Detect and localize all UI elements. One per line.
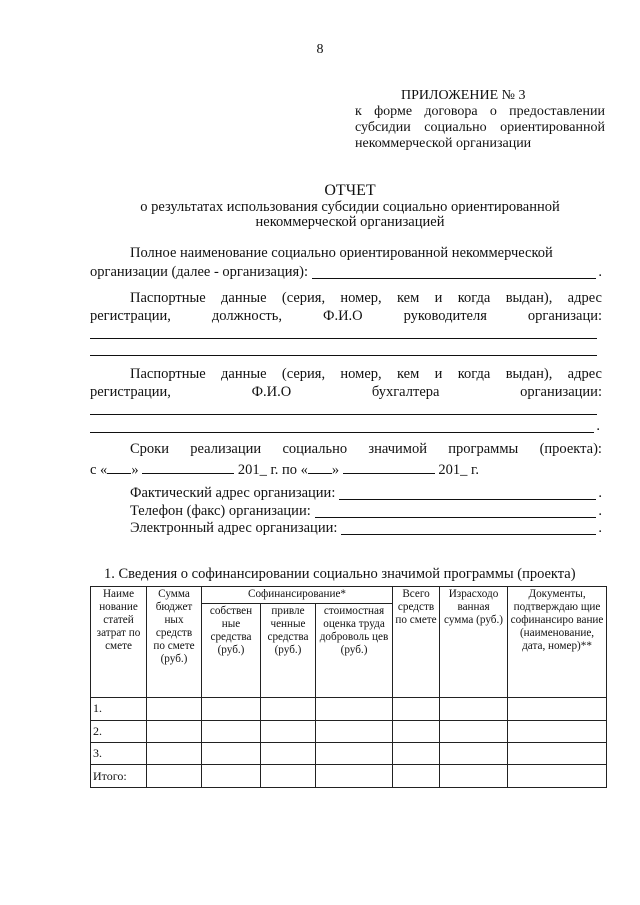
table-cell[interactable] xyxy=(393,720,440,742)
table-cell[interactable] xyxy=(508,720,607,742)
table-cell[interactable] xyxy=(440,698,508,720)
table-cell[interactable] xyxy=(261,720,316,742)
table-row xyxy=(91,698,607,720)
actual-address-field[interactable] xyxy=(339,486,596,500)
row-label-total: Итого: xyxy=(91,765,147,788)
label-word: Ф.И.О xyxy=(251,384,292,400)
table-cell[interactable] xyxy=(261,765,316,788)
label-word: когда xyxy=(457,366,491,382)
appendix-line: к форме договора о предоставлении xyxy=(355,104,605,119)
appendix-line: некоммерческой организации xyxy=(355,136,532,151)
period-month-to-field[interactable] xyxy=(343,460,435,474)
label-word: (серия, xyxy=(281,290,326,306)
email-label: Электронный адрес организации: xyxy=(130,520,338,536)
accountant-data-end: . xyxy=(596,418,600,434)
label-word: реализации xyxy=(190,441,262,457)
header-spent-sum: Израсходо ванная сумма (руб.) xyxy=(440,587,508,698)
label-word: значимой xyxy=(368,441,427,457)
table-row xyxy=(91,720,607,742)
table-cell[interactable] xyxy=(147,743,202,765)
table-cell[interactable] xyxy=(261,698,316,720)
table-cell[interactable] xyxy=(316,720,393,742)
label-word: выдан), xyxy=(505,366,553,382)
period-day-to-field[interactable] xyxy=(308,460,332,474)
appendix-title: ПРИЛОЖЕНИЕ № 3 xyxy=(401,88,526,103)
table-cell[interactable] xyxy=(316,743,393,765)
table-cell[interactable] xyxy=(316,698,393,720)
label-word: кем xyxy=(397,366,420,382)
phone-field[interactable] xyxy=(315,504,597,518)
full-name-label: Полное наименование социально ориентированной некоммерческой xyxy=(130,245,553,261)
table-cell[interactable] xyxy=(147,720,202,742)
actual-address-label: Фактический адрес организации: xyxy=(130,485,336,501)
label-word: Ф.И.О xyxy=(322,308,363,324)
label-word: адрес xyxy=(567,366,602,382)
table-cell[interactable] xyxy=(202,698,261,720)
accountant-data-field[interactable] xyxy=(90,414,597,415)
label-word: бухгалтера xyxy=(371,384,440,400)
header-own-funds: собствен ные средства (руб.) xyxy=(202,604,261,698)
report-subtitle-line: некоммерческой организацией xyxy=(255,214,445,230)
label-word: Сроки xyxy=(130,441,169,457)
head-passport-label-2 xyxy=(90,308,602,325)
period-label xyxy=(130,441,602,458)
table-cell[interactable] xyxy=(508,743,607,765)
head-data-field[interactable] xyxy=(90,355,597,356)
label-word: организаци: xyxy=(527,308,602,324)
period-from: с « xyxy=(90,462,108,478)
table-cell[interactable] xyxy=(440,720,508,742)
actual-address-row xyxy=(130,485,602,502)
table-cell[interactable] xyxy=(147,698,202,720)
cofinancing-table xyxy=(90,586,607,788)
accountant-data-row xyxy=(90,418,600,435)
table-row xyxy=(91,743,607,765)
label-word: Паспортные xyxy=(130,290,206,306)
table-cell[interactable] xyxy=(202,743,261,765)
label-word: Паспортные xyxy=(130,366,206,382)
accountant-passport-label-2 xyxy=(90,384,602,401)
header-cost-items: Наиме нование статей затрат по смете xyxy=(91,587,147,698)
header-documents: Документы, подтверждаю щие софинансиро вание (наименование, дата, номер)** xyxy=(508,587,607,698)
period-year-from: 201_ г. по « xyxy=(237,462,308,478)
label-word: кем xyxy=(397,290,420,306)
report-title: ОТЧЕТ xyxy=(324,182,376,199)
appendix-line: субсидии социально ориентированной xyxy=(355,120,605,135)
accountant-data-field[interactable] xyxy=(90,419,594,433)
label-word: и xyxy=(434,290,443,306)
full-name-field[interactable] xyxy=(312,265,596,279)
period-row xyxy=(90,460,602,479)
label-word: должность, xyxy=(211,308,282,324)
label-word: данные xyxy=(221,290,267,306)
table-cell[interactable] xyxy=(316,765,393,788)
period-day-from-field[interactable] xyxy=(107,460,131,474)
label-word: выдан), xyxy=(505,290,553,306)
table-cell[interactable] xyxy=(440,765,508,788)
table-cell[interactable] xyxy=(393,743,440,765)
label-word: регистрации, xyxy=(90,308,171,324)
label-word: регистрации, xyxy=(90,384,171,400)
header-volunteer-labor: стоимостная оценка труда доброволь цев (руб.) xyxy=(316,604,393,698)
row-label: 3. xyxy=(91,743,147,765)
label-word: социально xyxy=(282,441,348,457)
accountant-passport-label xyxy=(130,366,602,383)
page-number: 8 xyxy=(316,42,324,57)
period-month-from-field[interactable] xyxy=(142,460,234,474)
row-label: 1. xyxy=(91,698,147,720)
table-cell[interactable] xyxy=(508,698,607,720)
header-budget-sum: Сумма бюджет ных средств по смете (руб.) xyxy=(147,587,202,698)
period-quote: » xyxy=(331,462,340,478)
report-subtitle-line: о результатах использования субсидии социально ориентированной xyxy=(140,199,560,215)
row-label: 2. xyxy=(91,720,147,742)
table-row-total xyxy=(91,765,607,788)
table-cell[interactable] xyxy=(393,765,440,788)
phone-row xyxy=(130,503,602,520)
table-cell[interactable] xyxy=(202,765,261,788)
email-end: . xyxy=(598,520,602,536)
label-word: и xyxy=(434,366,443,382)
actual-address-end: . xyxy=(598,485,602,501)
table-cell[interactable] xyxy=(202,720,261,742)
table-cell[interactable] xyxy=(261,743,316,765)
label-word: организации: xyxy=(520,384,602,400)
label-word: данные xyxy=(221,366,267,382)
label-word: номер, xyxy=(340,366,382,382)
label-word: (проекта): xyxy=(539,441,602,457)
header-cofinancing: Софинансирование* xyxy=(202,587,393,604)
head-data-field[interactable] xyxy=(90,338,597,339)
email-field[interactable] xyxy=(341,521,596,535)
table-cell[interactable] xyxy=(393,698,440,720)
appendix-block xyxy=(355,88,605,152)
label-word: руководителя xyxy=(403,308,487,324)
table-cell[interactable] xyxy=(440,743,508,765)
table-header-row xyxy=(91,587,607,604)
head-passport-label xyxy=(130,290,602,307)
full-name-label-2: организации (далее - организация): xyxy=(90,264,309,280)
header-attracted-funds: привле ченные средства (руб.) xyxy=(261,604,316,698)
email-row xyxy=(130,520,602,537)
phone-end: . xyxy=(598,503,602,519)
period-year-to: 201_ г. xyxy=(438,462,479,478)
full-name-end: . xyxy=(598,264,602,280)
period-quote: » xyxy=(131,462,139,478)
label-word: (серия, xyxy=(281,366,326,382)
phone-label: Телефон (факс) организации: xyxy=(130,503,311,519)
label-word: номер, xyxy=(340,290,382,306)
section-title: 1. Сведения о софинансировании социально значимой программы (проекта) xyxy=(104,566,576,582)
label-word: адрес xyxy=(567,290,602,306)
full-name-row xyxy=(90,264,602,281)
label-word: программы xyxy=(448,441,519,457)
table-cell[interactable] xyxy=(147,765,202,788)
report-heading xyxy=(90,182,610,230)
header-total-funds: Всего средств по смете xyxy=(393,587,440,698)
table-cell[interactable] xyxy=(508,765,607,788)
label-word: когда xyxy=(457,290,491,306)
